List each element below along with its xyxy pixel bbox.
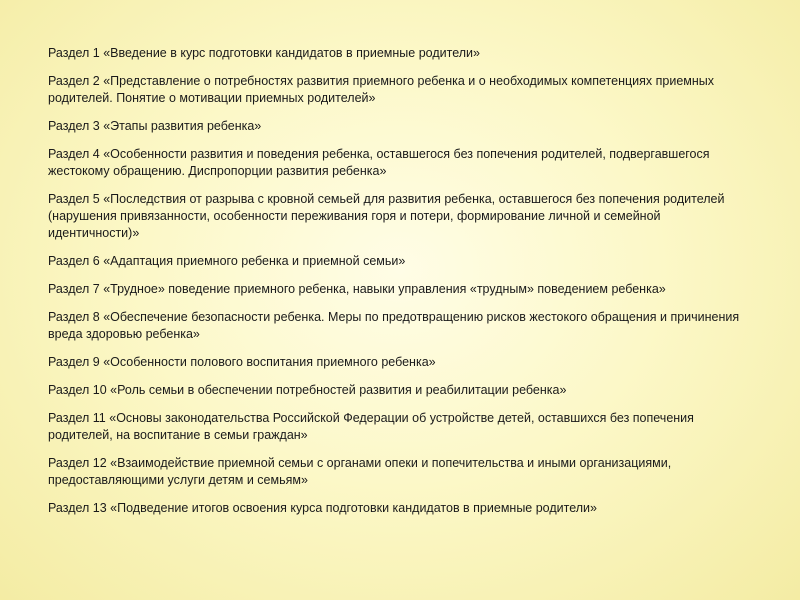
section-item: Раздел 8 «Обеспечение безопасности ребенка. Меры по предотвращению рисков жестокого обращения и причинения вреда здоровью ребенка» bbox=[48, 310, 740, 341]
section-item: Раздел 13 «Подведение итогов освоения курса подготовки кандидатов в приемные родители» bbox=[48, 501, 597, 515]
section-item: Раздел 3 «Этапы развития ребенка» bbox=[48, 119, 262, 133]
section-item: Раздел 9 «Особенности полового воспитания приемного ребенка» bbox=[48, 355, 436, 369]
section-item: Раздел 1 «Введение в курс подготовки кандидатов в приемные родители» bbox=[48, 46, 480, 60]
section-item: Раздел 10 «Роль семьи в обеспечении потребностей развития и реабилитации ребенка» bbox=[48, 383, 567, 397]
section-item: Раздел 12 «Взаимодействие приемной семьи с органами опеки и попечительства и иными организациями, предоставляющими услуги детям и семьям» bbox=[48, 456, 672, 487]
section-item: Раздел 11 «Основы законодательства Российской Федерации об устройстве детей, оставшихся без попечения родителей, на воспитание в семьи граждан» bbox=[48, 411, 694, 442]
section-item: Раздел 7 «Трудное» поведение приемного ребенка, навыки управления «трудным» поведением ребенка» bbox=[48, 282, 666, 296]
section-item: Раздел 5 «Последствия от разрыва с кровной семьей для развития ребенка, оставшегося без попечения родителей (нарушения привязанности, особенности переживания горя и потери, формирование личной и семейной идентичности)» bbox=[48, 192, 725, 240]
section-item: Раздел 2 «Представление о потребностях развития приемного ребенка и о необходимых компетенциях приемных родителей. Понятие о мотивации приемных родителей» bbox=[48, 74, 715, 105]
section-list bbox=[48, 45, 750, 517]
section-item: Раздел 6 «Адаптация приемного ребенка и приемной семьи» bbox=[48, 254, 406, 268]
section-item: Раздел 4 «Особенности развития и поведения ребенка, оставшегося без попечения родителей, подвергавшегося жестокому обращению. Диспропорции развития ребенка» bbox=[48, 147, 710, 178]
